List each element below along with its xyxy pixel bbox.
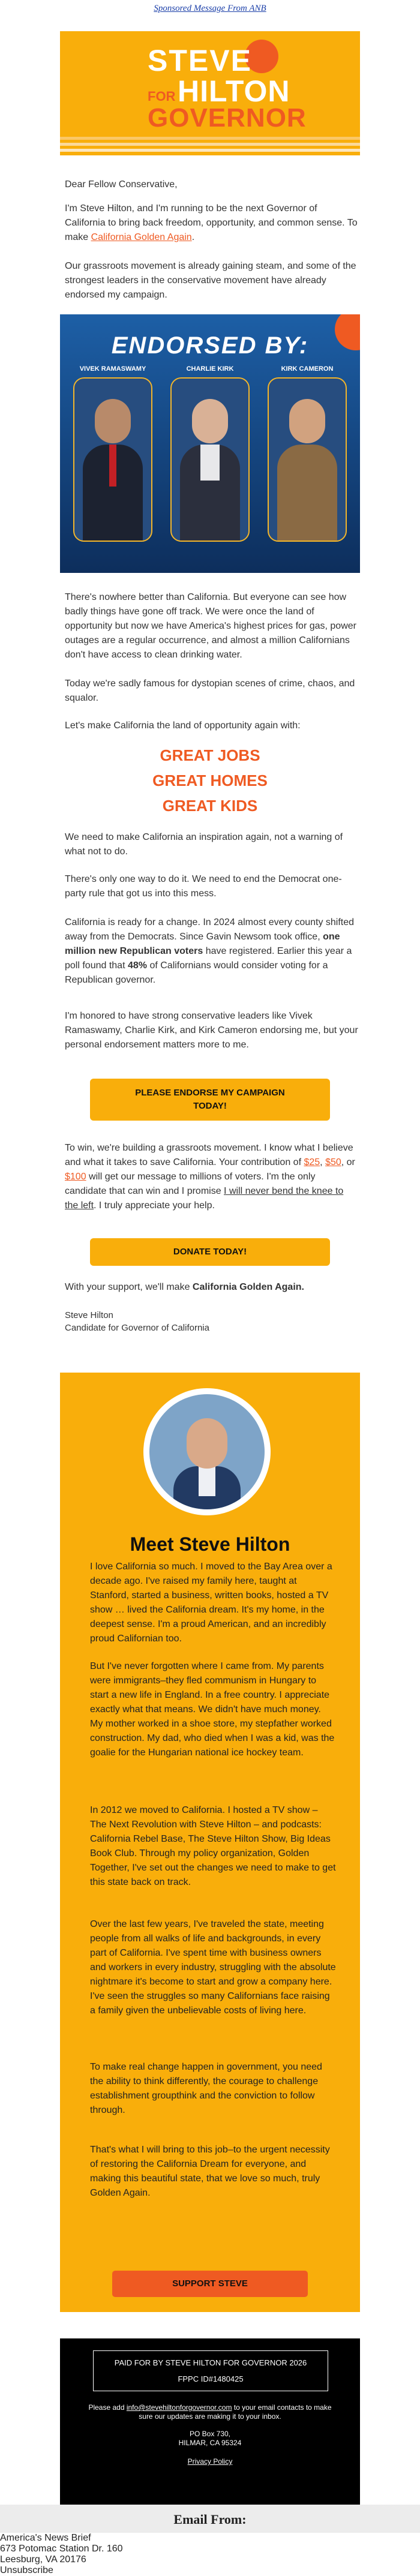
- dystopian-paragraph: Today we're sadly famous for dystopian scenes of crime, chaos, and squalor.: [65, 678, 355, 703]
- endorse-campaign-button[interactable]: PLEASE ENDORSE MY CAMPAIGN TODAY!: [90, 1079, 330, 1121]
- endorsed-banner: [60, 314, 360, 573]
- paid-for-box: [93, 2350, 328, 2391]
- bio-paragraph: In 2012 we moved to California. I hosted a TV show – The Next Revolution with Steve Hilton – and podcasts: California Rebel Base, The Steve Hilton Show, Big Ideas Book Club. Through my policy organization, Golden Together, I've set out the changes we need to make to get this state back on track.: [90, 1805, 336, 1887]
- salutation: Dear Fellow Conservative,: [65, 179, 178, 190]
- fppc-id: FPPC ID#1480425: [178, 2374, 244, 2383]
- logo-first-name: STEVE: [148, 44, 252, 77]
- hero-stripe: [60, 137, 360, 140]
- email-from-heading: Email From:: [173, 2512, 247, 2527]
- privacy-policy: [60, 2457, 360, 2466]
- highlight-jobs: GREAT JOBS: [160, 746, 260, 764]
- inspiration-paragraph: We need to make California an inspiration again, not a warning of what not to do.: [65, 832, 343, 857]
- footer: [60, 2338, 360, 2505]
- opportunity-paragraph: Let's make California the land of opportunity again with:: [65, 720, 301, 731]
- endorser-photo: [73, 377, 152, 542]
- signature: [65, 1309, 359, 1334]
- intro-paragraph: I'm Steve Hilton, and I'm running to be the next Governor of California to bring back freedom, opportunity, and common sense. To make California Golden Again.: [65, 203, 358, 242]
- grassroots-paragraph: Our grassroots movement is already gaining steam, and some of the strongest leaders in the conservative movement have already endorsed my campaign.: [65, 261, 356, 300]
- end-one-party-paragraph: There's only one way to do it. We need to end the Democrat one-party rule that got us into this mess.: [65, 874, 342, 899]
- hero-stripe: [60, 143, 360, 146]
- donate-25-link[interactable]: $25: [304, 1157, 320, 1167]
- donate-50-link[interactable]: $50: [325, 1157, 341, 1167]
- donate-100-link[interactable]: $100: [65, 1172, 86, 1182]
- endorser-card: [170, 365, 250, 542]
- problems-paragraph: There's nowhere better than California. But everyone can see how badly things have gone off track. We were once the land of opportunity but now we have America's highest prices for gas, power outages are a regular occurrence, and almost a million Californians don't have access to clean drinking water.: [65, 592, 356, 660]
- hero-stripe: [60, 149, 360, 152]
- highlight-homes: GREAT HOMES: [152, 771, 268, 789]
- support-paragraph: With your support, we'll make California Golden Again.: [65, 1282, 304, 1292]
- address-line: HILMAR, CA 95324: [178, 2439, 242, 2447]
- paid-for-line: PAID FOR BY STEVE HILTON FOR GOVERNOR 2026: [114, 2358, 307, 2367]
- contact-email-link[interactable]: info@stevehiltonforgovernor.com: [126, 2403, 232, 2412]
- candidate-photo: [143, 1388, 271, 1515]
- signature-name: Steve Hilton: [65, 1310, 113, 1320]
- golden-again-link[interactable]: California Golden Again: [91, 232, 192, 242]
- add-contact-note: Please add info@stevehiltonforgovernor.com to your email contacts to make sure our updates are making it to your inbox.: [88, 2403, 332, 2421]
- logo-last-name: HILTON: [178, 74, 290, 108]
- logo-for: FOR: [148, 89, 176, 104]
- donate-today-button[interactable]: DONATE TODAY!: [90, 1238, 330, 1266]
- sponsor-line: [0, 4, 420, 14]
- support-steve-button[interactable]: SUPPORT STEVE: [112, 2271, 308, 2297]
- email-from-details: America's News Brief 673 Potomac Station Dr. 160 Leesburg, VA 20176 Unsubscribe: [0, 2533, 123, 2575]
- bio-section: [60, 1373, 360, 2312]
- bio-heading: Meet Steve Hilton: [130, 1533, 290, 1555]
- bio-paragraph: To make real change happen in government, you need the ability to think differently, the courage to challenge establishment groupthink and the conviction to follow through.: [90, 2062, 322, 2115]
- endorser-name: KIRK CAMERON: [281, 365, 334, 373]
- change-paragraph: California is ready for a change. In 2024 almost every county shifted away from the Democrats. Since Gavin Newsom took office, one million new Republican voters have registered. Earlier this year a poll found that 48% of Californians would consider voting for a Republican governor.: [65, 917, 355, 985]
- highlight-kids: GREAT KIDS: [162, 797, 258, 815]
- endorser-name: CHARLIE KIRK: [186, 365, 234, 373]
- endorser-card: [268, 365, 347, 542]
- endorser-photo: [170, 377, 250, 542]
- endorser-card: [73, 365, 152, 542]
- privacy-policy-link[interactable]: Privacy Policy: [187, 2457, 233, 2466]
- bio-paragraph: Over the last few years, I've traveled the state, meeting people from all walks of life and backgrounds, in every part of California. I've spent time with business owners and workers in every industry, struggling with the absolute nightmare it's become to start and grow a company here. I've seen the struggles so many Californians face raising a family given the unbelievable costs of living here.: [90, 1919, 336, 2016]
- bio-paragraph: That's what I will bring to this job–to the urgent necessity of restoring the California Dream for everyone, and making this beautiful state, that we love so much, truly Golden Again.: [90, 2145, 330, 2198]
- endorser-photo: [268, 377, 347, 542]
- bio-paragraph: I love California so much. I moved to the Bay Area over a decade ago. I've raised my family here, taught at Stanford, started a business, written books, hosted a TV show … lived the California dream. It's my home, in the deepest sense. I'm a proud American, and an incredibly proud Californian too.: [90, 1562, 332, 1644]
- logo-office: GOVERNOR: [148, 103, 307, 133]
- honored-paragraph: I'm honored to have strong conservative leaders like Vivek Ramaswamy, Charlie Kirk, and Kirk Cameron endorsing me, but your personal endorsement matters more to me.: [65, 1011, 358, 1050]
- bio-paragraph: But I've never forgotten where I came from. My parents were immigrants–they fled communism in Hungary to start a new life in England. In a free country. I appreciate exactly what that means. We didn't have much money. My mother worked in a shoe store, my stepfather worked construction. My dad, who died when I was a kid, was the goalie for the Hungarian national ice hockey team.: [90, 1661, 335, 1758]
- sponsor-link[interactable]: Sponsored Message From ANB: [154, 4, 266, 13]
- contribution-paragraph: To win, we're building a grassroots movement. I know what I believe and what it takes to save California. Your contribution of $25, $50, or $100 will get our message to millions of voters. I'm the only candidate that can win and I promise I will never bend the knee to the left. I truly appreciate your help.: [65, 1143, 355, 1211]
- email-from-block: [0, 2505, 420, 2533]
- endorser-name: VIVEK RAMASWAMY: [79, 365, 146, 373]
- hero-banner: [60, 31, 360, 155]
- endorsed-title: ENDORSED BY:: [111, 332, 309, 359]
- address-line: PO Box 730,: [189, 2430, 231, 2438]
- signature-title: Candidate for Governor of California: [65, 1323, 209, 1333]
